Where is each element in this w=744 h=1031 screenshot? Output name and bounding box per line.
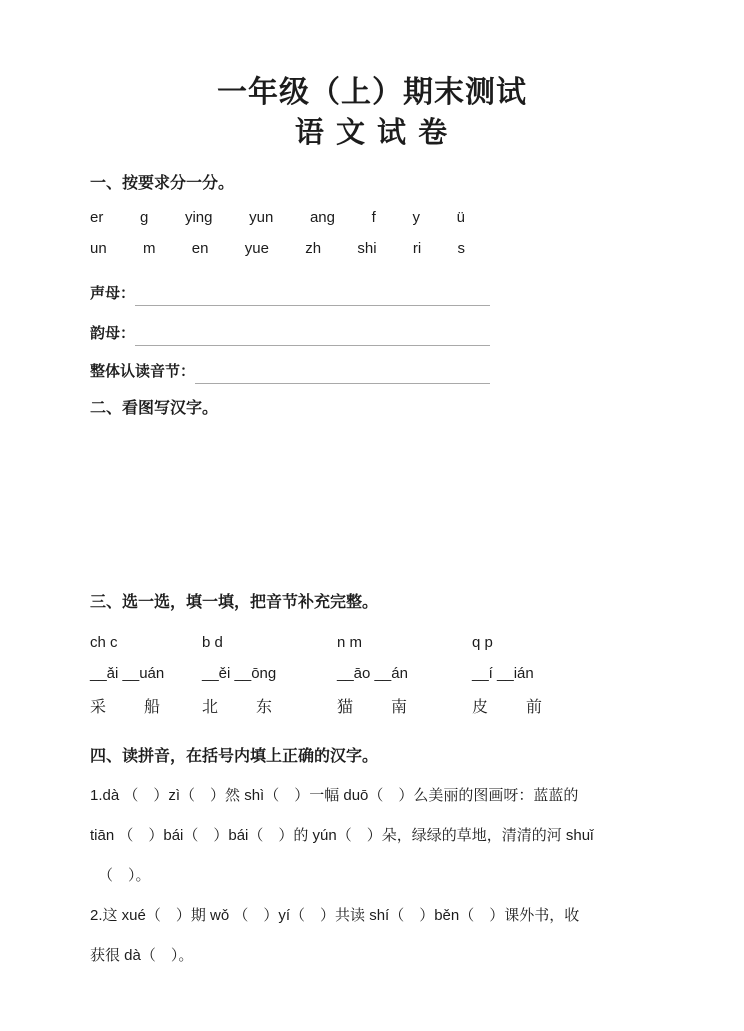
pinyin-token: g <box>139 209 149 226</box>
paper-content <box>0 173 680 976</box>
pinyin-token: s <box>457 240 465 257</box>
section3-syllable-blanks-row <box>90 663 680 685</box>
yunmu-label: 韵母： <box>90 325 136 342</box>
section2-picture-area <box>90 420 680 592</box>
hanzi: 猫 <box>337 699 354 716</box>
paper-subtitle: 语 文 试 卷 <box>294 117 450 149</box>
pinyin-token: en <box>191 240 209 257</box>
section4-questions <box>90 776 670 976</box>
section3-heading: 三、选一选，填一填，把音节补充完整。 <box>90 594 379 611</box>
pinyin-token: shi <box>357 240 377 257</box>
pinyin-token: ang <box>309 209 335 226</box>
question1-line2: tiān （ ）bái（ ）bái（ ）的 yún（ ）朵，绿绿的草地，清清的河 shuǐ <box>90 827 594 844</box>
paper-title: 一年级（上）期末测试 <box>217 76 527 109</box>
zhengti-label: 整体认读音节： <box>90 363 196 380</box>
section1-pinyin-row1 <box>90 207 465 229</box>
hanzi: 前 <box>526 699 543 716</box>
character-pair <box>472 696 630 720</box>
shengmu-label: 声母： <box>90 285 136 302</box>
section3-initial-pairs-row <box>90 632 680 654</box>
hanzi: 皮 <box>472 699 489 716</box>
pinyin-token: ü <box>456 209 465 226</box>
question1-line1: 1.dà （ ）zì（ ）然 shì（ ）一幅 duō（ ）么美丽的图画呀：蓝蓝的 <box>90 787 579 804</box>
question2-line2: 获很 dà（ ）。 <box>90 947 194 964</box>
hanzi: 南 <box>391 699 408 716</box>
initial-pair: b d <box>202 634 223 651</box>
zhengti-answer-blank <box>195 362 490 384</box>
syllable-blank: __ěi __ōng <box>202 665 277 682</box>
hanzi: 采 <box>90 699 107 716</box>
pinyin-token: ri <box>412 240 422 257</box>
syllable-blank: __āo __án <box>337 665 408 682</box>
syllable-blank: __í __ián <box>472 665 534 682</box>
section3-characters-row <box>90 696 680 720</box>
hanzi: 船 <box>144 699 161 716</box>
pinyin-token: yun <box>249 209 274 226</box>
yunmu-answer-blank <box>135 324 490 346</box>
pinyin-token: ying <box>184 209 213 226</box>
character-pair <box>337 696 472 720</box>
section1-pinyin-row2 <box>90 238 465 260</box>
hanzi: 东 <box>256 699 273 716</box>
pinyin-token: yue <box>244 240 269 257</box>
pinyin-token: er <box>90 209 104 226</box>
answer-line-zhengti <box>90 360 490 384</box>
pinyin-token: zh <box>305 240 322 257</box>
shengmu-answer-blank <box>135 284 490 306</box>
section4-heading: 四、读拼音，在括号内填上正确的汉字。 <box>90 748 379 765</box>
answer-line-shengmu <box>90 282 490 306</box>
character-pair <box>202 696 337 720</box>
section1-heading: 一、按要求分一分。 <box>90 175 235 192</box>
syllable-blank: __ǎi __uán <box>90 665 165 682</box>
initial-pair: ch c <box>90 634 118 651</box>
character-pair <box>90 696 202 720</box>
pinyin-token: un <box>90 240 107 257</box>
section2-heading: 二、看图写汉字。 <box>90 400 219 417</box>
question1-line3: （ ）。 <box>98 867 151 884</box>
question2-line1: 2.这 xué（ ）期 wǒ （ ）yí（ ）共读 shí（ ）běn（ ）课外书，收 <box>90 907 580 924</box>
initial-pair: n m <box>337 634 363 651</box>
pinyin-token: y <box>412 209 420 226</box>
pinyin-token: f <box>371 209 376 226</box>
pinyin-token: m <box>142 240 156 257</box>
answer-line-yunmu <box>90 322 490 346</box>
hanzi: 北 <box>202 699 219 716</box>
initial-pair: q p <box>472 634 493 651</box>
